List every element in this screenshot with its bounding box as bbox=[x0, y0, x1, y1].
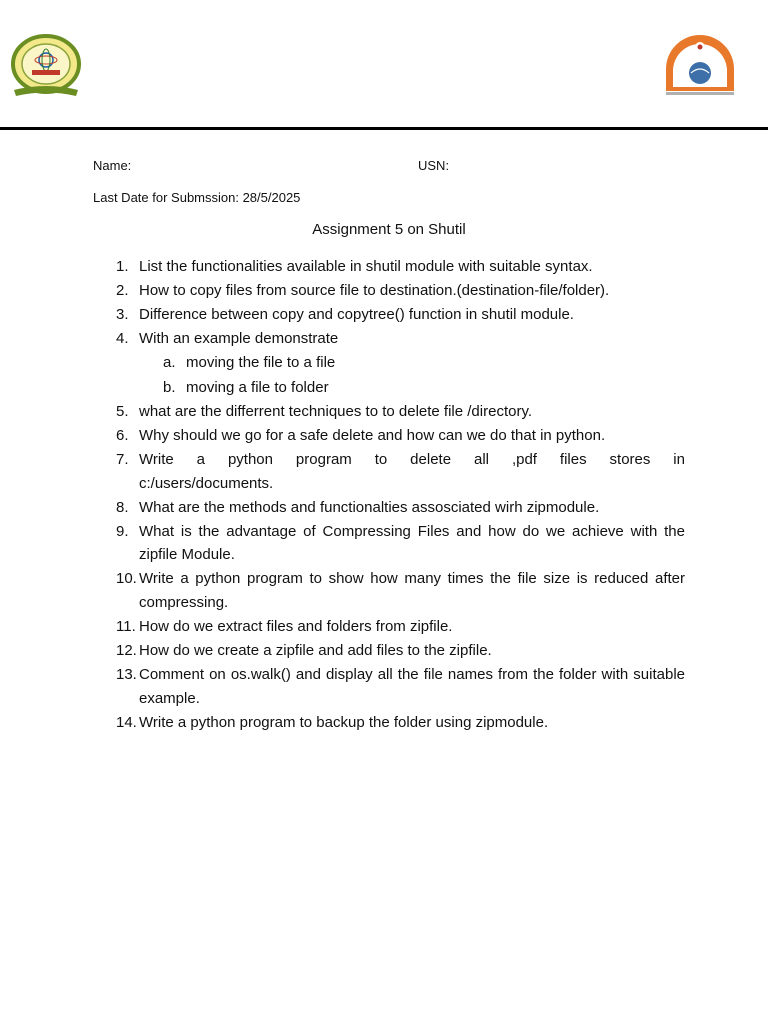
education-trust-logo-icon bbox=[663, 31, 737, 97]
question-item bbox=[0, 400, 768, 424]
question-text: Difference between copy and copytree() function in shutil module. bbox=[139, 305, 574, 323]
question-text: what are the differrent techniques to to delete file /directory. bbox=[139, 402, 533, 420]
question-number: 12. bbox=[116, 642, 137, 660]
college-crest-logo-icon bbox=[10, 34, 82, 100]
usn-field-label: USN: bbox=[418, 158, 450, 173]
question-text: Comment on os.walk() and display all the file names from the folder with suitable example. bbox=[139, 666, 685, 707]
question-item bbox=[0, 424, 768, 448]
subitem-letter: b. bbox=[163, 378, 176, 396]
question-text: How do we extract files and folders from zipfile. bbox=[139, 618, 453, 636]
question-number: 10. bbox=[116, 570, 137, 588]
question-item bbox=[0, 448, 768, 496]
question-item bbox=[0, 711, 768, 735]
header-divider bbox=[0, 127, 768, 130]
question-number: 4. bbox=[116, 329, 129, 347]
submission-deadline: Last Date for Submssion: 28/5/2025 bbox=[93, 190, 301, 205]
question-subitem bbox=[0, 376, 768, 400]
question-number: 6. bbox=[116, 426, 129, 444]
question-text-continued: c:/users/documents. bbox=[139, 474, 274, 492]
question-text: Why should we go for a safe delete and how can we do that in python. bbox=[139, 426, 606, 444]
question-item bbox=[0, 615, 768, 639]
question-item bbox=[0, 303, 768, 327]
subitem-letter: a. bbox=[163, 354, 176, 372]
question-number: 5. bbox=[116, 402, 129, 420]
question-item bbox=[0, 279, 768, 303]
question-item bbox=[0, 663, 768, 711]
question-number: 3. bbox=[116, 305, 129, 323]
assignment-title: Assignment 5 on Shutil bbox=[312, 221, 466, 238]
question-number: 9. bbox=[116, 522, 129, 540]
question-text: Write a python program to delete all ,pdf files stores in bbox=[139, 450, 685, 468]
question-number: 2. bbox=[116, 281, 129, 299]
subitem-text: moving the file to a file bbox=[186, 354, 336, 372]
subitem-text: moving a file to folder bbox=[186, 378, 329, 396]
question-text: Write a python program to show how many times the file size is reduced after compressing. bbox=[139, 570, 685, 612]
question-number: 8. bbox=[116, 498, 129, 516]
question-item bbox=[0, 567, 768, 615]
question-number: 13. bbox=[116, 666, 137, 684]
question-number: 1. bbox=[116, 258, 129, 275]
question-item bbox=[0, 327, 768, 351]
question-text: How do we create a zipfile and add files to the zipfile. bbox=[139, 642, 492, 660]
name-field-label: Name: bbox=[93, 158, 132, 173]
question-text: What is the advantage of Compressing Files and how do we achieve with the zipfile Module. bbox=[139, 522, 685, 564]
question-text: How to copy files from source file to destination.(destination-file/folder). bbox=[139, 281, 610, 299]
question-subitem bbox=[0, 351, 768, 375]
question-item bbox=[0, 255, 768, 279]
question-number: 11. bbox=[116, 618, 136, 636]
question-text: List the functionalities available in shutil module with suitable syntax. bbox=[139, 258, 593, 275]
question-number: 14. bbox=[116, 713, 137, 731]
question-item bbox=[0, 496, 768, 520]
question-number: 7. bbox=[116, 450, 129, 468]
question-text: With an example demonstrate bbox=[139, 329, 339, 347]
question-item bbox=[0, 520, 768, 568]
question-text: What are the methods and functionalties assosciated wirh zipmodule. bbox=[139, 498, 600, 516]
question-text: Write a python program to backup the folder using zipmodule. bbox=[139, 713, 549, 731]
question-list bbox=[0, 255, 768, 735]
question-item bbox=[0, 639, 768, 663]
